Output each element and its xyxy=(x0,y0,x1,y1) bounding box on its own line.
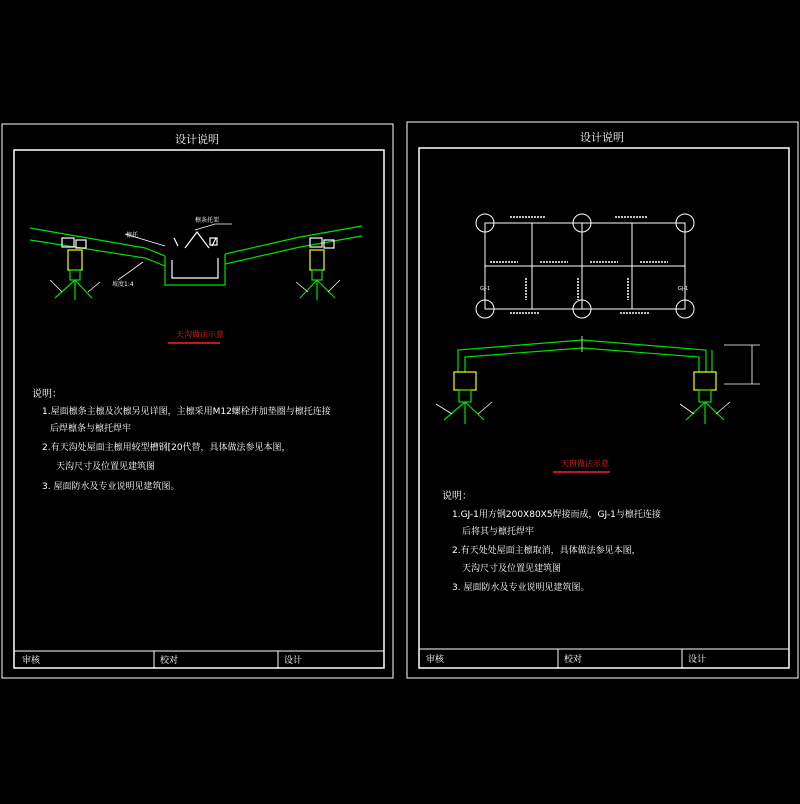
gutter-diagram xyxy=(30,224,362,300)
leader-line-slope xyxy=(118,262,143,280)
sheet-left-outer-border xyxy=(2,124,393,678)
right-column-cap xyxy=(310,250,324,270)
sheet-right-footer-check: 校对 xyxy=(564,655,583,665)
ridge-cap xyxy=(185,232,209,248)
sheet-left-notes-heading: 说明： xyxy=(32,389,62,400)
sheet-left-note-2b: 天沟尺寸及位置见建筑图 xyxy=(56,462,156,472)
left-purlin-b xyxy=(76,240,86,248)
skylight-height-dimension xyxy=(724,345,760,384)
label-slope: 坡度1:4 xyxy=(112,281,134,288)
sheet-right xyxy=(407,122,798,678)
skylight-right-struts xyxy=(686,402,724,424)
sheet-left xyxy=(2,124,393,678)
sheet-left-title: 设计说明 xyxy=(175,133,219,146)
skylight-left-ticks xyxy=(436,402,492,414)
skylight-left-column-cap xyxy=(454,372,476,390)
left-column-base xyxy=(70,270,80,280)
sheet-left-footer-design: 设计 xyxy=(284,656,303,666)
left-roof-beam-top xyxy=(30,228,165,256)
sheet-right-footer-review: 审核 xyxy=(426,655,445,665)
skylight-right-column-cap xyxy=(694,372,716,390)
sheet-right-note-1b: 后将其与檩托焊牢 xyxy=(462,527,535,537)
label-purlin-bracket: 檩条托架 xyxy=(195,217,220,224)
sheet-right-note-1: 1.GJ-1用方钢200X80X5焊接而成，GJ-1与檩托连接 xyxy=(452,510,661,520)
right-purlin xyxy=(310,238,322,247)
gutter-box-outer xyxy=(165,254,225,285)
sheet-left-note-1: 1.屋面檩条主檩及次檩另见详图，主檩采用M12螺栓并加垫圈与檩托连接 xyxy=(42,407,331,417)
sheet-left-footer-review: 审核 xyxy=(22,656,41,666)
sheet-right-note-2: 2.有天处处屋面主檩取消，具体做法参见本图， xyxy=(452,546,641,556)
sheet-left-note-1b: 后焊檩条与檩托焊牢 xyxy=(50,424,132,434)
label-purlin-support: 檩托 xyxy=(126,232,139,239)
sheet-left-note-2: 2.有天沟处屋面主檩用较型槽钢[20代替，具体做法参见本图， xyxy=(42,443,291,453)
skylight-plan xyxy=(476,214,694,318)
sheet-right-notes-heading: 说明： xyxy=(442,491,472,502)
sheet-left-note-3: 3. 屋面防水及专业说明见建筑图。 xyxy=(42,482,180,492)
sheet-left-footer-check: 校对 xyxy=(160,656,179,666)
skylight-left-column-base xyxy=(459,390,471,402)
skylight-right-column-base xyxy=(699,390,711,402)
plan-label-gj1-right: GJ-1 xyxy=(678,286,689,292)
right-column-base xyxy=(312,270,322,280)
leader-line-top xyxy=(195,224,232,230)
sheet-right-note-2b: 天沟尺寸及位置见建筑图 xyxy=(462,564,562,574)
sheet-right-outer-border xyxy=(407,122,798,678)
right-roof-beam-bottom xyxy=(225,236,362,264)
skylight-elevation xyxy=(436,336,760,424)
sheet-right-note-3: 3. 屋面防水及专业说明见建筑图。 xyxy=(452,583,590,593)
left-column-cap xyxy=(68,250,82,270)
left-roof-beam-bottom xyxy=(30,240,165,266)
sheet-left-caption: 天沟做法示意 xyxy=(176,330,224,339)
plan-label-gj1-left: GJ-1 xyxy=(480,286,491,292)
sheet-right-caption: 天窗做法示意 xyxy=(561,459,609,468)
gutter-box-inner xyxy=(172,258,218,278)
sheet-right-title: 设计说明 xyxy=(580,131,624,144)
sheet-right-footer-design: 设计 xyxy=(688,655,707,665)
